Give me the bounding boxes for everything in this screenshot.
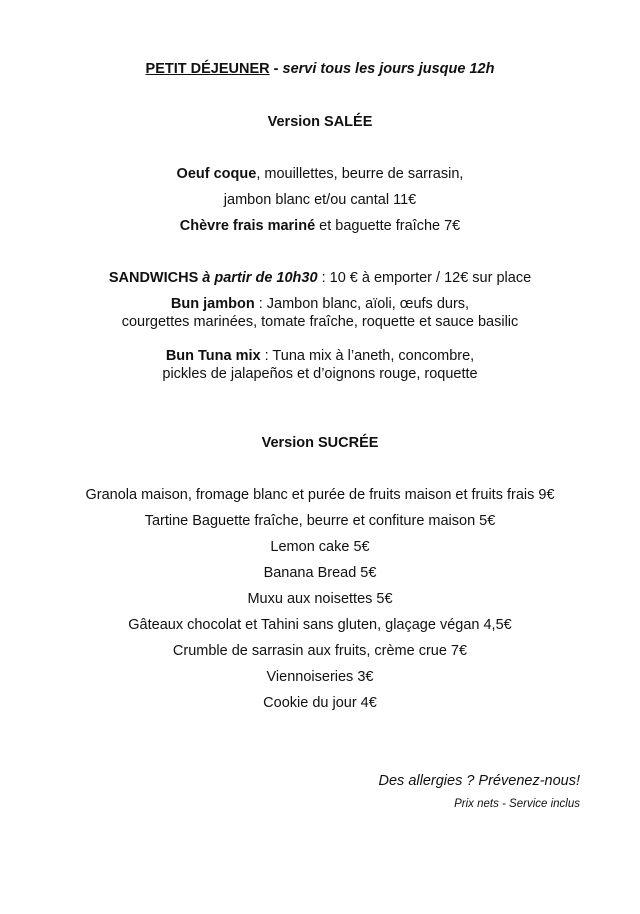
menu-item-sucree: Cookie du jour 4€ [263,695,377,711]
section-heading-sucree: Version SUCRÉE [261,435,379,451]
item-desc: : Tuna mix à l’aneth, concombre, [260,348,475,364]
sandwiches-label: SANDWICHS [108,270,199,286]
prices-note: Prix nets - Service inclus [454,798,580,810]
menu-item-sucree: Tartine Baguette fraîche, beurre et confiture maison 5€ [144,513,496,529]
allergies-note: Des allergies ? Prévenez-nous! [378,773,580,789]
section-heading-salee: Version SALÉE [267,114,373,130]
header-separator: - [269,61,283,77]
menu-item-sucree: Lemon cake 5€ [270,539,370,555]
item-desc: , mouillettes, beurre de sarrasin, [256,166,464,182]
item-desc: : Jambon blanc, aïoli, œufs durs, [254,296,470,312]
item-desc: et baguette fraîche 7€ [315,218,461,234]
menu-item-bun-tuna [0,347,640,365]
menu-item-sucree: Gâteaux chocolat et Tahini sans gluten, glaçage végan 4,5€ [128,617,512,633]
sandwiches-time: à partir de 10h30 [198,270,318,286]
sandwiches-prices: : 10 € à emporter / 12€ sur place [317,270,532,286]
menu-item-chevre [0,217,640,235]
menu-item-sucree: Granola maison, fromage blanc et purée de fruits maison et fruits frais 9€ [85,487,555,503]
menu-title: PETIT DÉJEUNER [145,61,270,77]
menu-item-sucree: Muxu aux noisettes 5€ [247,591,393,607]
menu-item-oeuf-coque-line2: jambon blanc et/ou cantal 11€ [223,192,417,208]
menu-item-sucree: Banana Bread 5€ [263,565,377,581]
menu-item-sucree: Crumble de sarrasin aux fruits, crème crue 7€ [172,643,468,659]
item-name: Oeuf coque [176,166,257,182]
item-name: Bun jambon [170,296,255,312]
menu-item-bun-jambon-line2: courgettes marinées, tomate fraîche, roquette et sauce basilic [121,314,519,330]
menu-header [0,60,640,78]
menu-item-oeuf-coque [0,165,640,183]
menu-item-bun-tuna-line2: pickles de jalapeños et d’oignons rouge, roquette [162,366,478,382]
sandwiches-heading [0,269,640,287]
item-name: Chèvre frais mariné [179,218,316,234]
menu-item-bun-jambon [0,295,640,313]
item-name: Bun Tuna mix [165,348,261,364]
menu-subtitle: servi tous les jours jusque 12h [282,61,495,77]
menu-item-sucree: Viennoiseries 3€ [266,669,374,685]
